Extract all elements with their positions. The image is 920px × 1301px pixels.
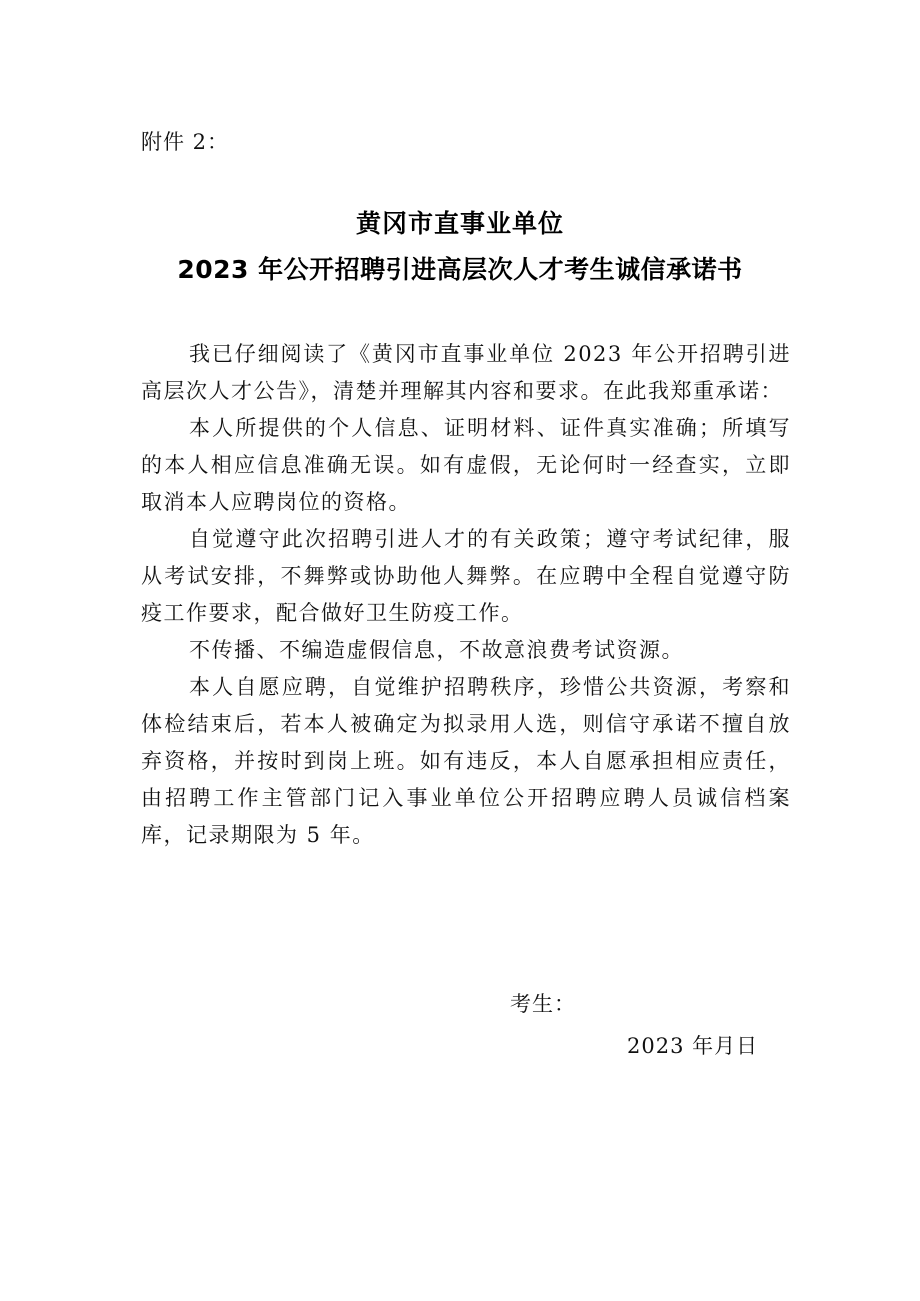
paragraph-intro: 我已仔细阅读了《黄冈市直事业单位 2023 年公开招聘引进高层次人才公告》，清楚并理解其内容和要求。在此我郑重承诺： [141, 342, 791, 403]
title-line-2: 2023 年公开招聘引进高层次人才考生诚信承诺书 [177, 255, 743, 284]
signature-label: 考生： [510, 992, 576, 1016]
paragraph-commitment: 本人自愿应聘，自觉维护招聘秩序，珍惜公共资源，考察和体检结束后，若本人被确定为拟录用人选，则信守承诺不擅自放弃资格，并按时到岗上班。如有违反，本人自愿承担相应责任，由招聘工作主管部门记入事业单位公开招聘应聘人员诚信档案库，记录期限为 5 年。 [141, 675, 791, 847]
attachment-label: 附件 2： [141, 130, 230, 154]
title-line-1: 黄冈市直事业单位 [355, 209, 564, 238]
paragraph-no-false-info: 不传播、不编造虚假信息，不故意浪费考试资源。 [189, 638, 684, 662]
signature-date: 2023 年月日 [627, 1034, 759, 1058]
paragraph-info-truth: 本人所提供的个人信息、证明材料、证件真实准确；所填写的本人相应信息准确无误。如有虚假，无论何时一经查实，立即取消本人应聘岗位的资格。 [141, 416, 791, 514]
document-body [141, 336, 791, 854]
paragraph-exam-rules: 自觉遵守此次招聘引进人才的有关政策；遵守考试纪律，服从考试安排，不舞弊或协助他人舞弊。在应聘中全程自觉遵守防疫工作要求，配合做好卫生防疫工作。 [141, 527, 791, 625]
